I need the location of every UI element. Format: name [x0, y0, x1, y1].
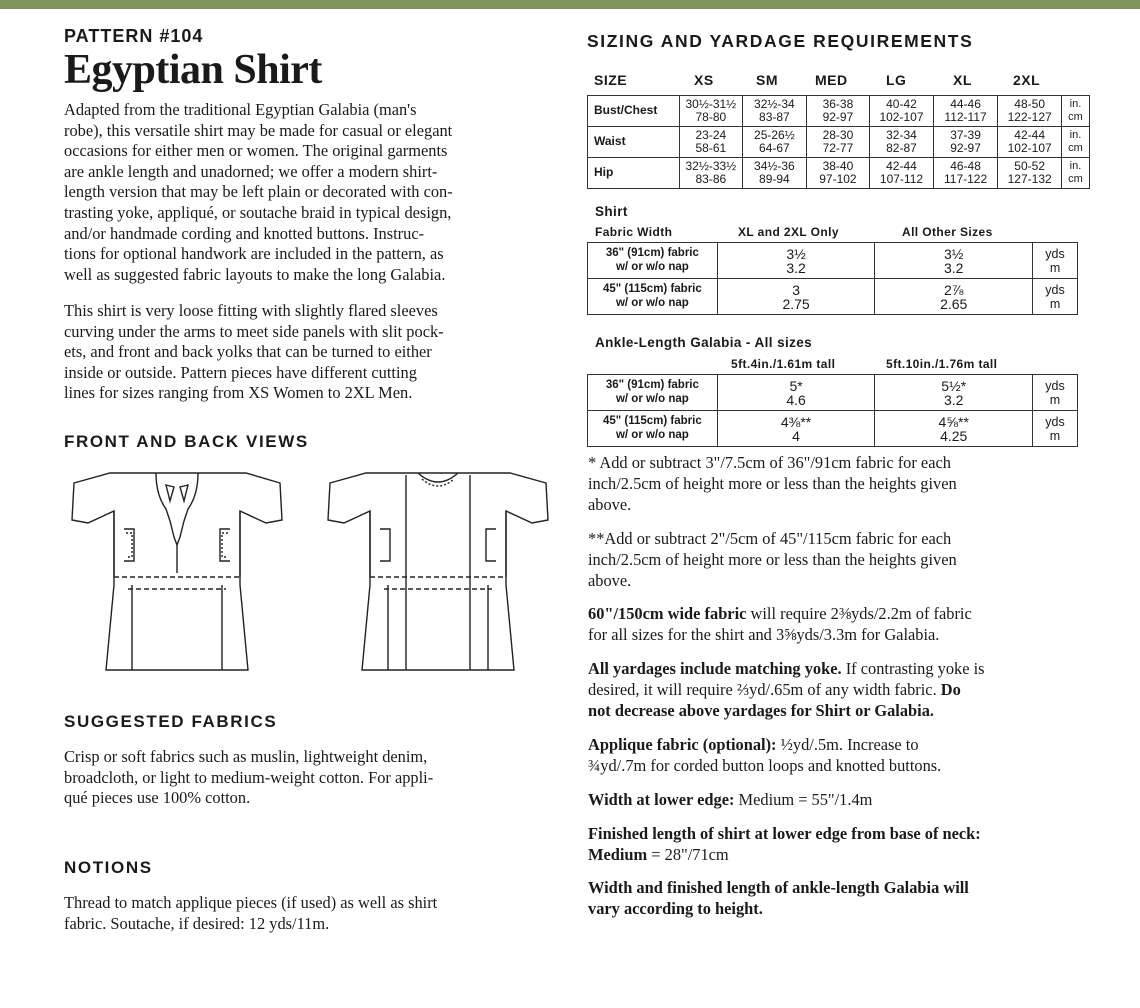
table-cell: 32½-34 83-87: [743, 96, 807, 127]
table-row: [588, 375, 1078, 411]
table-cell: 3½ 3.2: [875, 243, 1033, 279]
table-cell: 48-50 122-127: [998, 96, 1062, 127]
shirt-heading: Shirt: [595, 204, 628, 219]
intro-line: Adapted from the traditional Egyptian Galabia (man's: [64, 100, 417, 119]
pattern-number: PATTERN #104: [64, 26, 204, 46]
fit-line: lines for sizes ranging from XS Women to 2XL Men.: [64, 383, 413, 403]
width-lower-edge-note: Width at lower edge: Medium = 55"/1.4m: [588, 790, 873, 809]
fabrics-line: qué pieces use 100% cotton.: [64, 788, 251, 808]
intro-line: and/or handmade cording and knotted buttons. Instruc-: [64, 223, 425, 243]
table-cell: 32½-33½ 83-86: [679, 158, 743, 189]
table-cell: 23-24 58-61: [679, 127, 743, 158]
table-cell: 34½-36 89-94: [743, 158, 807, 189]
galabia-heading: Ankle-Length Galabia - All sizes: [595, 335, 813, 350]
table-cell: 4⅝** 4.25: [875, 411, 1033, 447]
shirt-col-other: All Other Sizes: [902, 225, 993, 239]
size-col-2xl: 2XL: [1013, 72, 1041, 88]
fit-line: inside or outside. Pattern pieces have different cutting: [64, 362, 417, 382]
front-back-heading: FRONT AND BACK VIEWS: [64, 432, 309, 451]
unit-cell: in. cm: [1061, 158, 1089, 189]
table-cell: 46-48 117-122: [933, 158, 998, 189]
table-cell: 2⅞ 2.65: [875, 279, 1033, 315]
height-note-36: * Add or subtract 3"/7.5cm of 36"/91cm fabric for each inch/2.5cm of height more or less than the heights given above.: [588, 453, 957, 514]
table-row: [588, 279, 1078, 315]
row-label: Waist: [588, 127, 680, 158]
intro-line: trasting yoke, appliqué, or soutache braid in typical design,: [64, 202, 452, 222]
galabia-col-short: 5ft.4in./1.61m tall: [731, 357, 836, 371]
fabric-width-cell: 45" (115cm) fabric w/ or w/o nap: [588, 279, 718, 315]
table-row: [588, 411, 1078, 447]
shirt-yardage-table: [587, 242, 1078, 315]
table-cell: 28-30 72-77: [806, 127, 870, 158]
fabric-width-cell: 45" (115cm) fabric w/ or w/o nap: [588, 411, 718, 447]
fabrics-paragraph: [64, 747, 559, 809]
fabrics-line: Crisp or soft fabrics such as muslin, lightweight denim,: [64, 747, 428, 766]
table-cell: 40-42 102-107: [870, 96, 934, 127]
table-cell: 3 2.75: [717, 279, 875, 315]
galabia-yardage-table: [587, 374, 1078, 447]
back-view-shirt-drawing: [322, 465, 554, 679]
table-cell: 42-44 107-112: [870, 158, 934, 189]
table-cell: 32-34 82-87: [870, 127, 934, 158]
galabia-col-tall: 5ft.10in./1.76m tall: [886, 357, 998, 371]
unit-cell: in. cm: [1061, 96, 1089, 127]
table-row: [588, 127, 1090, 158]
table-cell: 5* 4.6: [717, 375, 875, 411]
table-cell: 38-40 97-102: [806, 158, 870, 189]
table-cell: 4⅜** 4: [717, 411, 875, 447]
table-row: [588, 158, 1090, 189]
unit-cell: yds m: [1033, 375, 1078, 411]
fit-line: This shirt is very loose fitting with slightly flared sleeves: [64, 301, 438, 320]
applique-note: Applique fabric (optional): ½yd/.5m. Increase to ¾yd/.7m for corded button loops and knotted buttons.: [588, 735, 942, 775]
front-view-shirt-drawing: [70, 465, 284, 679]
measurements-table: [587, 95, 1090, 189]
size-col-lg: LG: [886, 72, 907, 88]
size-col-xs: XS: [694, 72, 714, 88]
intro-paragraph: [64, 100, 559, 285]
table-cell: 36-38 92-97: [806, 96, 870, 127]
fit-line: ets, and front and back yolks that can be turned to either: [64, 342, 432, 362]
unit-cell: yds m: [1033, 411, 1078, 447]
row-label: Hip: [588, 158, 680, 189]
notions-line: fabric. Soutache, if desired: 12 yds/11m.: [64, 913, 330, 933]
table-row: [588, 96, 1090, 127]
size-col-label: SIZE: [594, 72, 628, 88]
fit-line: curving under the arms to meet side panels with slit pock-: [64, 321, 444, 341]
galabia-length-note: Width and finished length of ankle-length Galabia will vary according to height.: [588, 878, 969, 918]
size-col-med: MED: [815, 72, 848, 88]
fabric-width-cell: 36" (91cm) fabric w/ or w/o nap: [588, 243, 718, 279]
yoke-note: All yardages include matching yoke. If contrasting yoke is desired, it will require ⅔yd/.65m of any width fabric. Do not decrease above yardages for Shirt or Galabia.: [588, 659, 985, 720]
intro-line: occasions for either men or women. The original garments: [64, 141, 448, 161]
sizing-heading: SIZING AND YARDAGE REQUIREMENTS: [587, 31, 974, 51]
shirt-col-xl-2xl: XL and 2XL Only: [738, 225, 839, 239]
table-cell: 37-39 92-97: [933, 127, 998, 158]
intro-line: robe), this versatile shirt may be made for casual or elegant: [64, 120, 453, 140]
intro-line: tions for optional handwork are included in the pattern, as: [64, 244, 444, 264]
table-cell: 25-26½ 64-67: [743, 127, 807, 158]
fabrics-line: broadcloth, or light to medium-weight cotton. For appli-: [64, 767, 434, 787]
fabric-width-cell: 36" (91cm) fabric w/ or w/o nap: [588, 375, 718, 411]
table-cell: 30½-31½ 78-80: [679, 96, 743, 127]
finished-length-note: Finished length of shirt at lower edge from base of neck: Medium = 28"/71cm: [588, 824, 981, 864]
height-note-45: **Add or subtract 2"/5cm of 45"/115cm fabric for each inch/2.5cm of height more or less than the heights given above.: [588, 529, 957, 590]
notions-heading: NOTIONS: [64, 858, 153, 877]
notions-paragraph: [64, 893, 559, 934]
row-label: Bust/Chest: [588, 96, 680, 127]
table-cell: 44-46 112-117: [933, 96, 998, 127]
intro-line: well as suggested fabric layouts to make the long Galabia.: [64, 264, 446, 284]
shirt-col-fabric: Fabric Width: [595, 225, 673, 239]
size-col-xl: XL: [953, 72, 972, 88]
table-cell: 42-44 102-107: [998, 127, 1062, 158]
size-col-sm: SM: [756, 72, 778, 88]
fabrics-heading: SUGGESTED FABRICS: [64, 712, 278, 731]
fit-paragraph: [64, 301, 559, 404]
top-accent-bar: [0, 0, 1140, 9]
notions-line: Thread to match applique pieces (if used) as well as shirt: [64, 893, 438, 912]
page-title: Egyptian Shirt: [64, 47, 322, 93]
wide-fabric-note: 60"/150cm wide fabric will require 2⅜yds/2.2m of fabric for all sizes for the shirt and 3⅝yds/3.3m for Galabia.: [588, 604, 972, 644]
intro-line: are ankle length and unadorned; we offer a modern shirt-: [64, 161, 438, 181]
intro-line: length version that may be left plain or decorated with con-: [64, 182, 453, 202]
table-cell: 3½ 3.2: [717, 243, 875, 279]
unit-cell: in. cm: [1061, 127, 1089, 158]
table-cell: 50-52 127-132: [998, 158, 1062, 189]
unit-cell: yds m: [1033, 243, 1078, 279]
table-row: [588, 243, 1078, 279]
unit-cell: yds m: [1033, 279, 1078, 315]
table-cell: 5½* 3.2: [875, 375, 1033, 411]
